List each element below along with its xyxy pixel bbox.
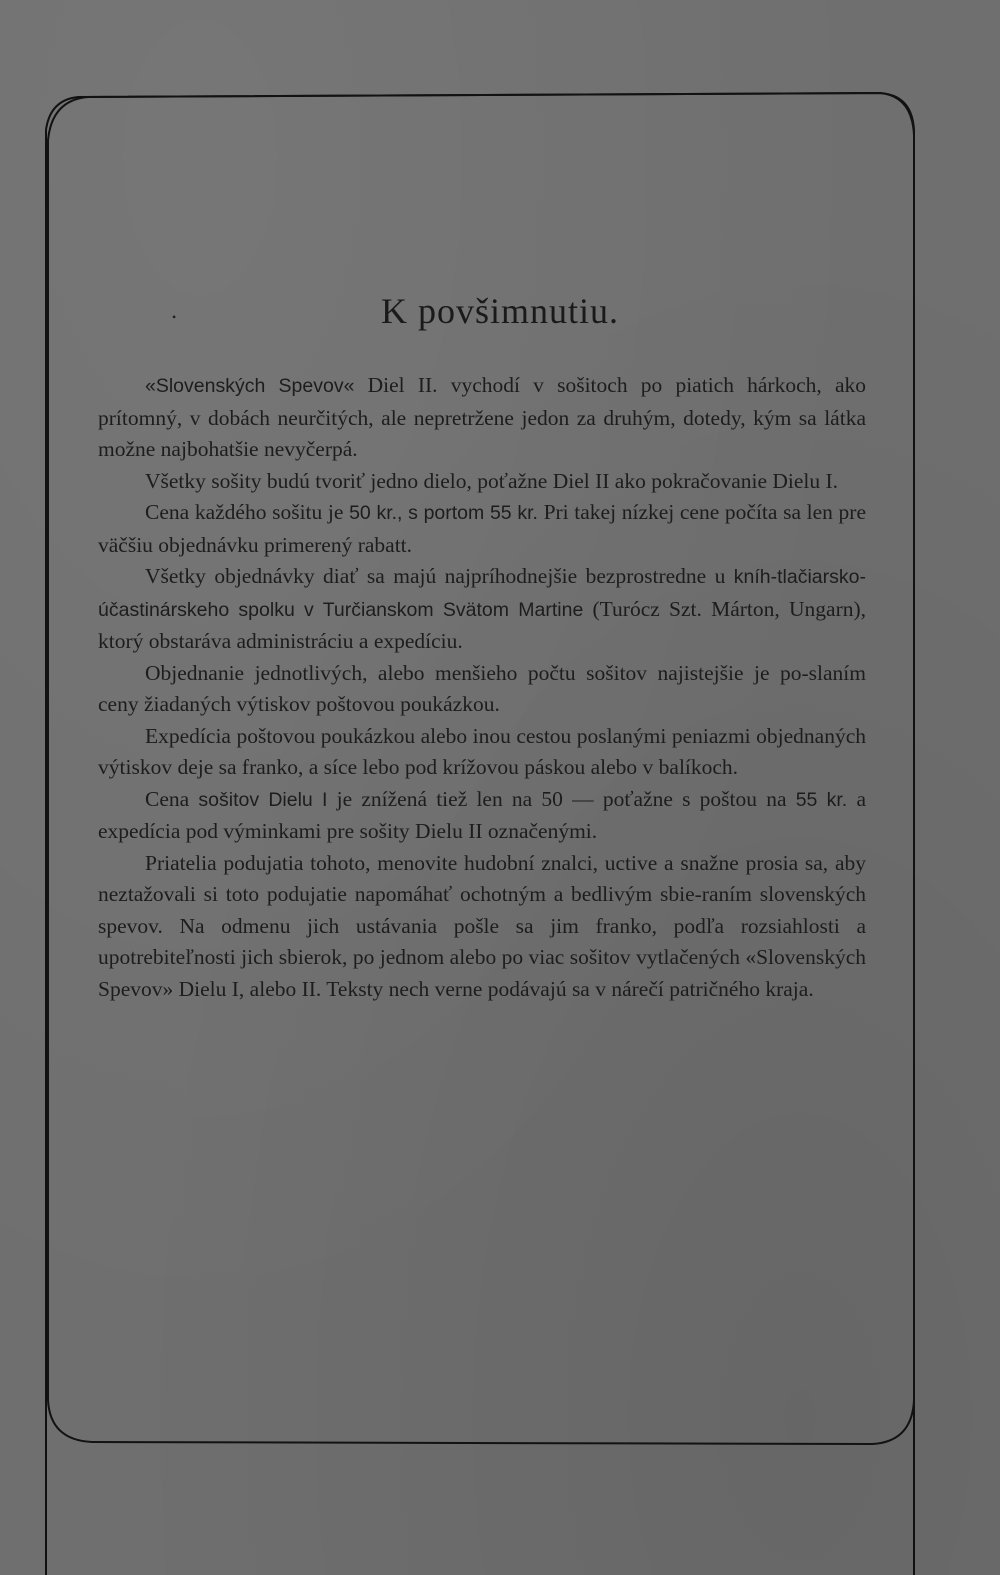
text-run: Objednanie jednotlivých, alebo menšieho počtu sošitov najistejšie je po-slaním ceny žiadaných výtiskov poštovou poukázkou. xyxy=(98,660,866,716)
printer-mark: • xyxy=(172,310,177,324)
text-run: kníh-tlačiarsko-účastinárskeho spolku v Turčianskom Svätom Martine xyxy=(98,566,866,621)
text-run: Expedícia poštovou poukázkou alebo inou cestou poslanými peniazmi objednaných výtiskov deje sa franko, a síce lebo pod krížovou páskou alebo v balíkoch. xyxy=(98,723,866,779)
text-run: Priatelia podujatia tohoto, menovite hudobní znalci, uctive a snažne prosia sa, aby neztažovali si toto podujatie napomáhať ochotným a bedlivým sbie-raním slovenských spevov. Na odmenu jich ustávania pošle sa jim franko, podľa rozsiahlosti a upotrebiteľnosti jich sbierok, po jednom alebo po viac sošitov vytlačených «Slovenských Spevov» Dielu I, alebo II. Teksty nech verne podávajú sa v nárečí patričného kraja. xyxy=(98,850,866,1001)
text-run: je znížená tiež len na 50 — poťažne s poštou na xyxy=(327,786,796,811)
paragraph-p1 xyxy=(98,370,866,466)
text-run: «Slovenských Spevov« xyxy=(145,375,355,397)
text-run: Cena každého sošitu je xyxy=(145,500,350,524)
text-run: Cena xyxy=(145,786,199,811)
paragraph-p4 xyxy=(98,561,866,658)
paragraph-p6 xyxy=(98,721,866,784)
text-run: 55 kr. xyxy=(795,788,848,811)
paragraph-p3 xyxy=(98,497,866,561)
text-run: Diel II. vychodí v sošitoch po piatich hárkoch, ako prítomný, v dobách neurčitých, ale nepretržene jedon za druhým, dotedy, kým sa látka možne najbohatšie nevyčerpá. xyxy=(98,373,866,461)
text-run: Všetky sošity budú tvoriť jedno dielo, poťažne Diel II ako pokračovanie Dielu I. xyxy=(145,468,839,493)
paragraph-p2 xyxy=(98,466,866,498)
paragraph-p5 xyxy=(98,658,866,721)
notice-text xyxy=(98,370,866,1005)
text-run: 50 kr., s portom 55 kr. xyxy=(349,502,538,524)
text-run: a expedícia pod výminkami pre sošity Dielu II označenými. xyxy=(98,786,866,843)
text-run: Pri takej nízkej cene počíta sa len pre väčšiu objednávku primerený rabatt. xyxy=(98,500,866,557)
paragraph-p7 xyxy=(98,784,866,848)
page-title: K povšimnutiu. xyxy=(380,291,619,331)
text-run: Všetky objednávky diať sa majú najpríhodnejšie bezprostredne u xyxy=(145,564,734,588)
text-run: (Turócz Szt. Márton, Ungarn), ktorý obstaráva administráciu a expedíciu. xyxy=(98,596,867,653)
text-run: sošitov Dielu I xyxy=(198,788,328,811)
paragraph-p8 xyxy=(98,848,866,1006)
